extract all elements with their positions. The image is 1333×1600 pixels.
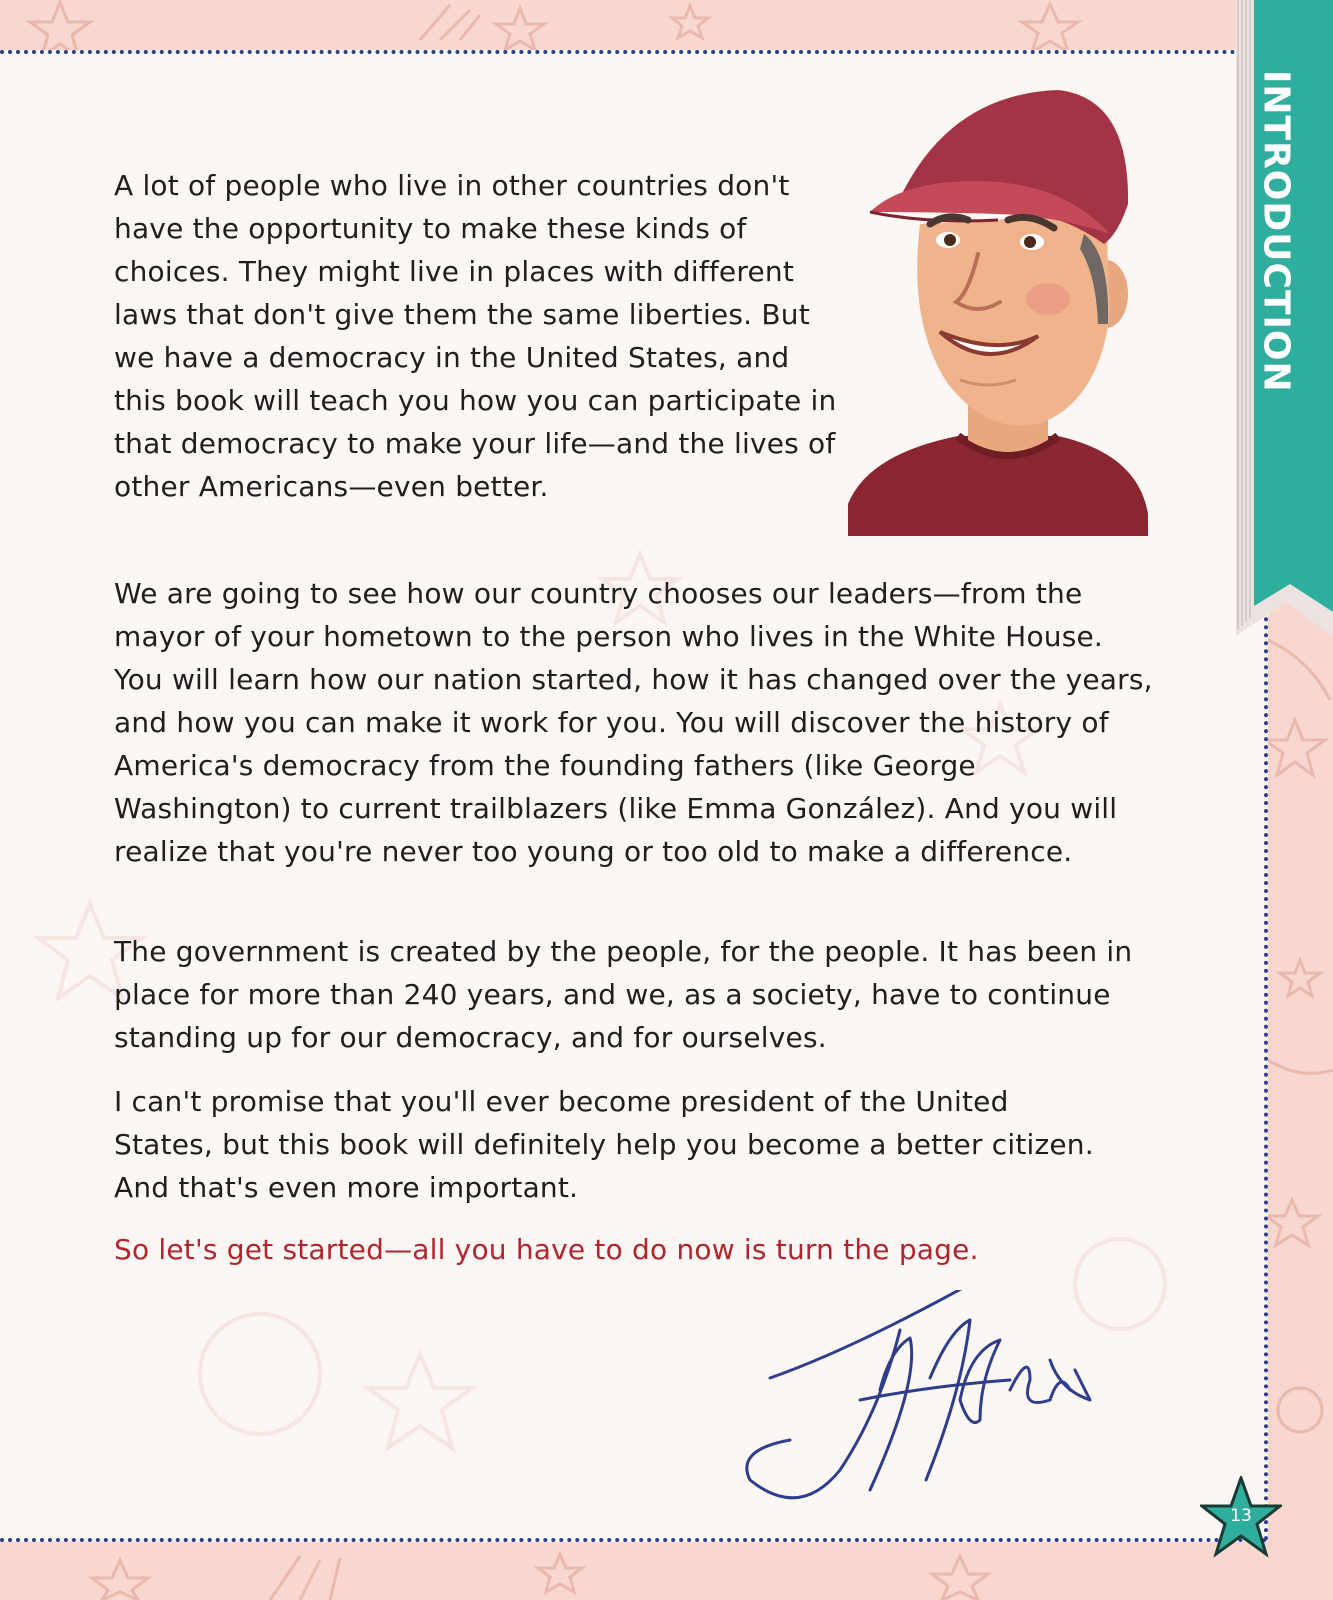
paragraph-leaders: We are going to see how our country chooses our leaders—from the mayor of your hometown to the person who lives in the White House. You will learn how our nation started, how it has changed over the years, and how you can make it work for you. You will discover the history of America's democracy from the founding fathers (like George Washington) to current trailblazers (like Emma González). And you will realize that you're never too young or too old to make a difference. xyxy=(114,577,1153,868)
paragraph-government: The government is created by the people, for the people. It has been in place for more than 240 years, and we, as a society, have to continue standing up for our democracy, and for ourselves. xyxy=(114,935,1133,1054)
author-signature xyxy=(730,1290,1110,1520)
paragraph-citizen: I can't promise that you'll ever become president of the United States, but this book will definitely help you become a better citizen. And that's even more important. xyxy=(114,1085,1094,1204)
paragraph-intro: A lot of people who live in other countries don't have the opportunity to make these kinds of choices. They might live in places with different laws that don't give them the same liberties. But we have a democracy in the United States, and this book will teach you how you can participate in that democracy to make your life—and the lives of other Americans—even better. xyxy=(114,169,837,503)
author-portrait xyxy=(848,84,1168,536)
section-tab-label: INTRODUCTION xyxy=(1255,70,1297,393)
page-number: 13 xyxy=(1230,1506,1252,1526)
closing-line: So let's get started—all you have to do now is turn the page. xyxy=(114,1233,979,1266)
